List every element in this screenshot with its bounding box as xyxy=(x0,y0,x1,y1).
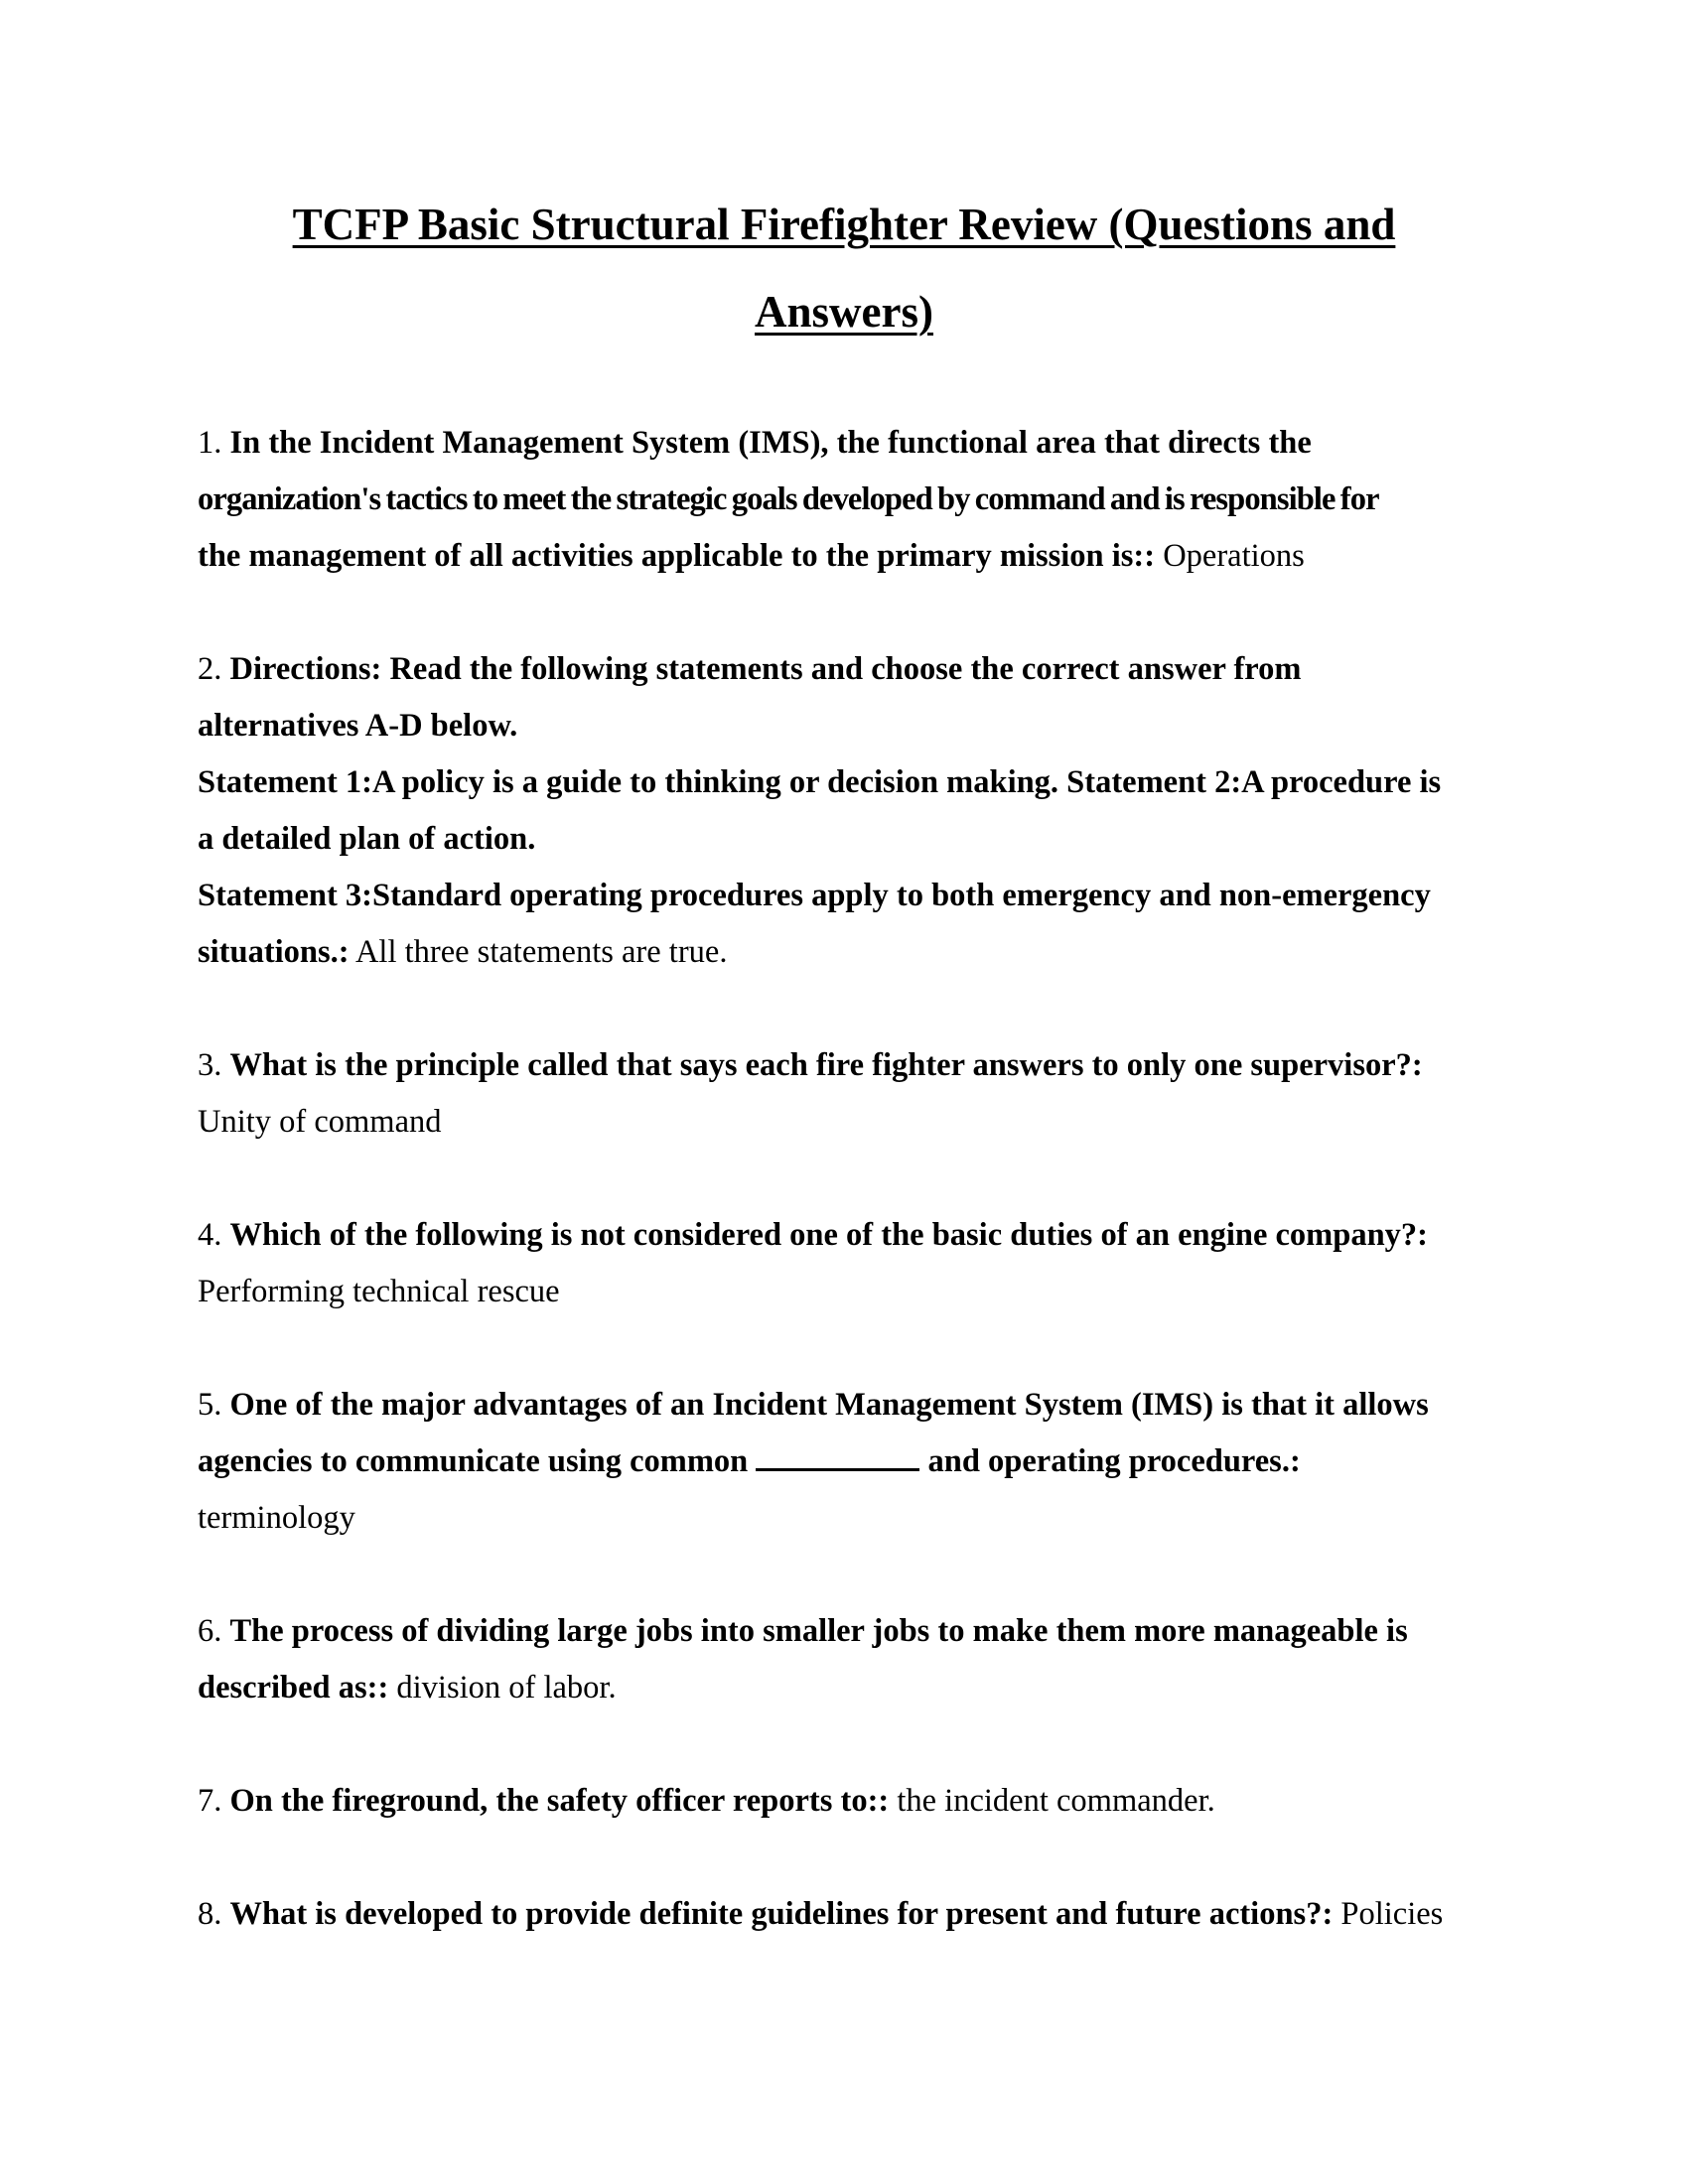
answer-text: All three statements are true. xyxy=(354,934,728,970)
title-line-2: Answers) xyxy=(755,287,933,337)
answer-text: Unity of command xyxy=(198,1104,442,1140)
question-2 xyxy=(198,641,1488,981)
question-text: alternatives A-D below. xyxy=(198,708,518,744)
fill-in-blank xyxy=(756,1438,919,1471)
question-text: Statement 1:A policy is a guide to thinking or decision making. Statement 2:A procedure is xyxy=(198,764,1442,800)
question-5 xyxy=(198,1377,1488,1547)
question-text: Directions: Read the following statements and choose the correct answer from xyxy=(229,651,1302,687)
question-3 xyxy=(198,1037,1488,1151)
question-text: described as:: xyxy=(198,1670,389,1706)
question-7 xyxy=(198,1773,1488,1830)
answer-text: the incident commander. xyxy=(897,1783,1215,1819)
question-text: agencies to communicate using common xyxy=(198,1443,749,1479)
question-number: 4. xyxy=(198,1217,222,1253)
question-text: Which of the following is not considered one of the basic duties of an engine company?: xyxy=(229,1217,1428,1253)
question-text: What is the principle called that says each fire fighter answers to only one supervisor?: xyxy=(229,1047,1423,1083)
question-4 xyxy=(198,1207,1488,1320)
question-6 xyxy=(198,1603,1488,1716)
question-text: a detailed plan of action. xyxy=(198,821,536,857)
question-text: On the fireground, the safety officer reports to:: xyxy=(229,1783,890,1819)
answer-text: Operations xyxy=(1163,538,1305,574)
question-text: In the Incident Management System (IMS), the functional area that directs the xyxy=(229,425,1312,461)
question-text: The process of dividing large jobs into smaller jobs to make them more manageable is xyxy=(229,1613,1408,1649)
title-line-1: TCFP Basic Structural Firefighter Review (Questions and xyxy=(292,200,1396,249)
question-text: One of the major advantages of an Incident Management System (IMS) is that it allows xyxy=(229,1387,1429,1423)
question-number: 1. xyxy=(198,425,222,461)
answer-text: Performing technical rescue xyxy=(198,1274,560,1309)
answer-text: division of labor. xyxy=(396,1670,617,1706)
question-text: What is developed to provide definite guidelines for present and future actions?: xyxy=(229,1896,1334,1932)
question-number: 8. xyxy=(198,1896,222,1932)
question-text: organization's tactics to meet the strategic goals developed by command and is responsible for xyxy=(198,481,1379,517)
question-text: situations.: xyxy=(198,934,350,970)
question-number: 7. xyxy=(198,1783,222,1819)
question-number: 3. xyxy=(198,1047,222,1083)
question-text: Statement 3:Standard operating procedures apply to both emergency and non-emergency xyxy=(198,878,1431,913)
question-text: the management of all activities applicable to the primary mission is:: xyxy=(198,538,1156,574)
question-number: 5. xyxy=(198,1387,222,1423)
question-list xyxy=(198,415,1488,1999)
question-1 xyxy=(198,415,1488,585)
question-8 xyxy=(198,1886,1488,1943)
question-text: and operating procedures.: xyxy=(927,1443,1301,1479)
document-title xyxy=(0,181,1688,355)
question-number: 2. xyxy=(198,651,222,687)
answer-text: terminology xyxy=(198,1500,355,1536)
question-number: 6. xyxy=(198,1613,222,1649)
answer-text: Policies xyxy=(1340,1896,1444,1932)
